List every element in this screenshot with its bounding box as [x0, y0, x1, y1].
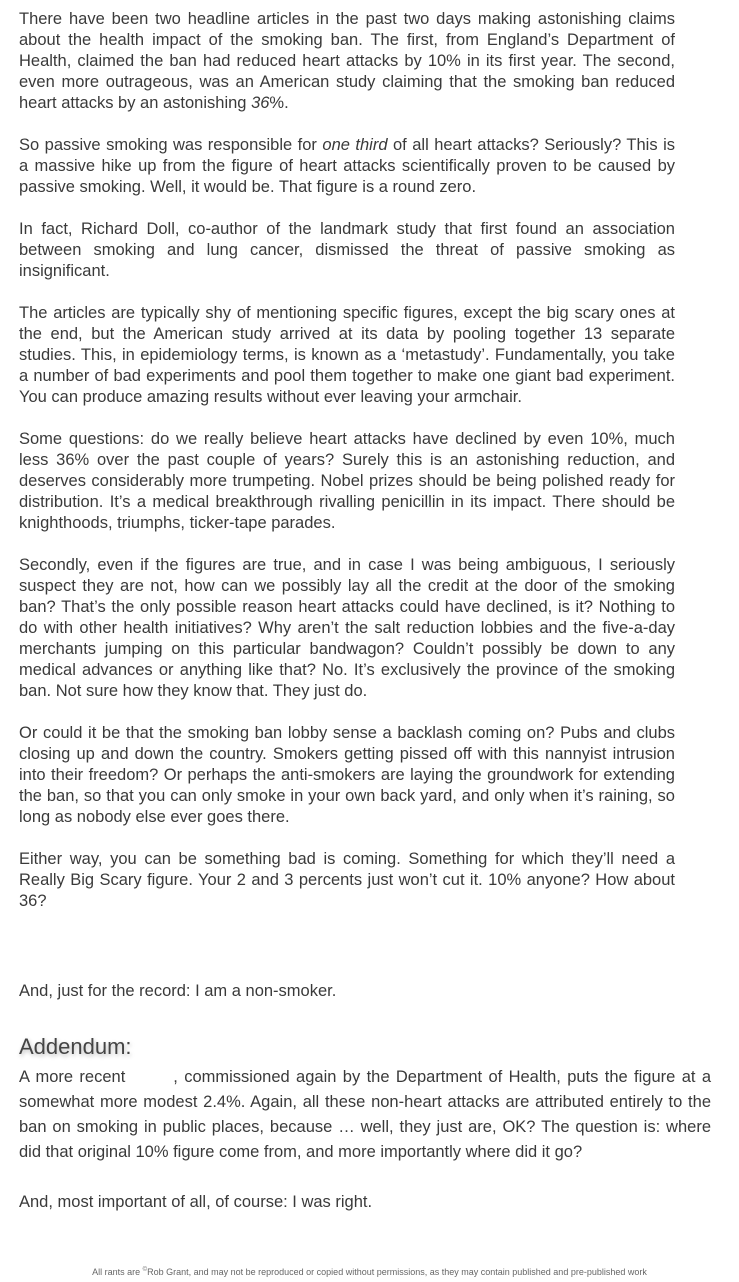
- addendum-body: [19, 1065, 711, 1240]
- paragraph: Or could it be that the smoking ban lobby sense a backlash coming on? Pubs and clubs closing up and down the country. Smokers getting pissed off with this nannyist intrusion into their freedom? Or perhaps the anti-smokers are laying the groundwork for extending the ban, so that you can only smoke in your own back yard, and only when it’s raining, so long as nobody else ever goes there.: [19, 724, 675, 826]
- closing-statement: And, just for the record: I am a non-smoker.: [19, 982, 337, 1000]
- copyright-footer: All rants are ©Rob Grant, and may not be reproduced or copied without permissions, as they may contain published and pre-published work: [92, 1267, 647, 1277]
- paragraph: In fact, Richard Doll, co-author of the landmark study that first found an association between smoking and lung cancer, dismissed the threat of passive smoking as insignificant.: [19, 220, 675, 280]
- paragraph: The articles are typically shy of mentioning specific figures, except the big scary ones at the end, but the American study arrived at its data by pooling together 13 separate studies. This, in epidemiology terms, is known as a ‘metastudy’. Fundamentally, you take a number of bad experiments and pool them together to make one giant bad experiment. You can produce amazing results without ever leaving your armchair.: [19, 304, 675, 406]
- paragraph: There have been two headline articles in the past two days making astonishing claims about the health impact of the smoking ban. The first, from England’s Department of Health, claimed the ban had reduced heart attacks by 10% in its first year. The second, even more outrageous, was an American study claiming that the smoking ban reduced heart attacks by an astonishing 36%.: [19, 10, 675, 112]
- paragraph: Secondly, even if the figures are true, and in case I was being ambiguous, I seriously suspect they are not, how can we possibly lay all the credit at the door of the smoking ban? That’s the only possible reason heart attacks could have declined, is it? Nothing to do with other health initiatives? Why aren’t the salt reduction lobbies and the five-a-day merchants jumping on this particular bandwagon? Couldn’t possibly be down to any medical advances or anything like that? No. It’s exclusively the province of the smoking ban. Not sure how they know that. They just do.: [19, 556, 675, 700]
- paragraph: So passive smoking was responsible for one third of all heart attacks? Seriously? This is a massive hike up from the figure of heart attacks scientifically proven to be caused by passive smoking. Well, it would be. That figure is a round zero.: [19, 136, 675, 196]
- addendum-heading: Addendum:: [19, 1034, 132, 1059]
- paragraph: Either way, you can be something bad is coming. Something for which they’ll need a Really Big Scary figure. Your 2 and 3 percents just won’t cut it. 10% anyone? How about 36?: [19, 850, 675, 910]
- addendum-paragraph: And, most important of all, of course: I was right.: [19, 1193, 373, 1211]
- article-body: [19, 9, 675, 933]
- addendum-paragraph: A more recent , commissioned again by the Department of Health, puts the figure at a somewhat more modest 2.4%. Again, all these non-heart attacks are attributed entirely to the ban on smoking in public places, because … well, they just are, OK? The question is: where did that original 10% figure come from, and more importantly where did it go?: [19, 1068, 711, 1161]
- paragraph: Some questions: do we really believe heart attacks have declined by even 10%, much less 36% over the past couple of years? Surely this is an astonishing reduction, and deserves considerably more trumpeting. Nobel prizes should be being polished ready for distribution. It’s a medical breakthrough rivalling penicillin in its impact. There should be knighthoods, triumphs, ticker-tape parades.: [19, 430, 675, 532]
